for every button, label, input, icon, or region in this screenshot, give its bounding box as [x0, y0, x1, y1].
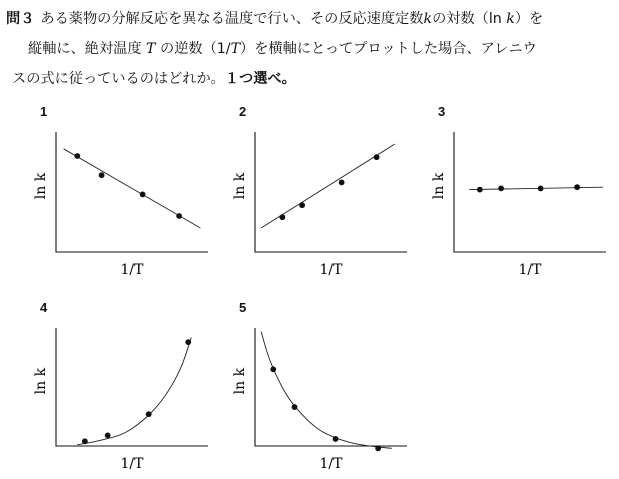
axes-lines [255, 132, 407, 252]
x-axis-label: 1/T [518, 262, 542, 278]
data-point [299, 202, 305, 208]
data-point [82, 438, 88, 444]
option-3-plot[interactable] [428, 120, 613, 282]
question-line1-var2: k [506, 11, 515, 27]
data-point [176, 213, 182, 219]
data-point [292, 404, 298, 410]
data-point [185, 339, 191, 345]
question-line2-post: ）を横軸にとってプロットした場合、アレニウ [240, 41, 537, 57]
question-line1-mid: の対数（ln [432, 11, 502, 27]
data-point [339, 180, 345, 186]
question-line2-var2: T [230, 41, 241, 57]
axes-lines [56, 132, 208, 252]
data-point [333, 436, 339, 442]
data-point [279, 214, 285, 220]
option-4-plot[interactable] [30, 316, 215, 476]
y-axis-label: ln k [33, 172, 49, 200]
question-line-3 [6, 64, 612, 94]
trend-line [469, 187, 603, 189]
data-point [270, 366, 276, 372]
option-1-plot[interactable] [30, 120, 215, 282]
option-1-number[interactable]: 1 [40, 104, 48, 119]
question-line-2 [6, 34, 612, 64]
x-axis-label: 1/T [319, 456, 343, 472]
data-point [140, 192, 146, 198]
question-line1-pre: ある薬物の分解反応を異なる温度で行い、その反応速度定数 [40, 11, 424, 27]
option-5-number[interactable]: 5 [239, 300, 247, 315]
y-axis-label: ln k [232, 367, 248, 395]
question-line3-pre: スの式に従っているのはどれか。 [12, 71, 225, 87]
question-line1-var: k [423, 11, 433, 27]
data-point [146, 411, 152, 417]
y-axis-label: ln k [232, 172, 248, 200]
x-axis-label: 1/T [120, 456, 144, 472]
axes-lines [454, 132, 606, 252]
option-2-number[interactable]: 2 [239, 104, 247, 119]
axes-lines [255, 328, 407, 446]
data-point [498, 186, 504, 192]
option-3-number[interactable]: 3 [438, 104, 446, 119]
option-2-plot[interactable] [229, 120, 414, 282]
x-axis-label: 1/T [319, 262, 343, 278]
data-point [538, 186, 544, 192]
data-point [375, 445, 381, 451]
question-line2-pre: 縦軸に、絶対温度 [28, 41, 142, 57]
y-axis-label: ln k [431, 172, 447, 200]
data-point [477, 187, 483, 193]
data-point [105, 432, 111, 438]
option-4-number[interactable]: 4 [40, 300, 48, 315]
data-point [574, 184, 580, 190]
data-point [74, 153, 80, 159]
data-point [99, 172, 105, 178]
data-point [374, 154, 380, 160]
y-axis-label: ln k [33, 367, 49, 395]
question-line3-bold: １つ選べ。 [224, 71, 296, 87]
question-line2-mid: の逆数（1/ [160, 41, 231, 57]
question-line-1 [6, 4, 612, 34]
trend-line [261, 332, 392, 449]
x-axis-label: 1/T [120, 262, 144, 278]
option-5-plot[interactable] [229, 316, 414, 476]
question-label: 問３ [6, 11, 35, 27]
question-line1-post: ）を [514, 11, 544, 27]
trend-line [77, 337, 191, 444]
question-text [6, 4, 612, 94]
question-line2-var: T [146, 41, 156, 57]
